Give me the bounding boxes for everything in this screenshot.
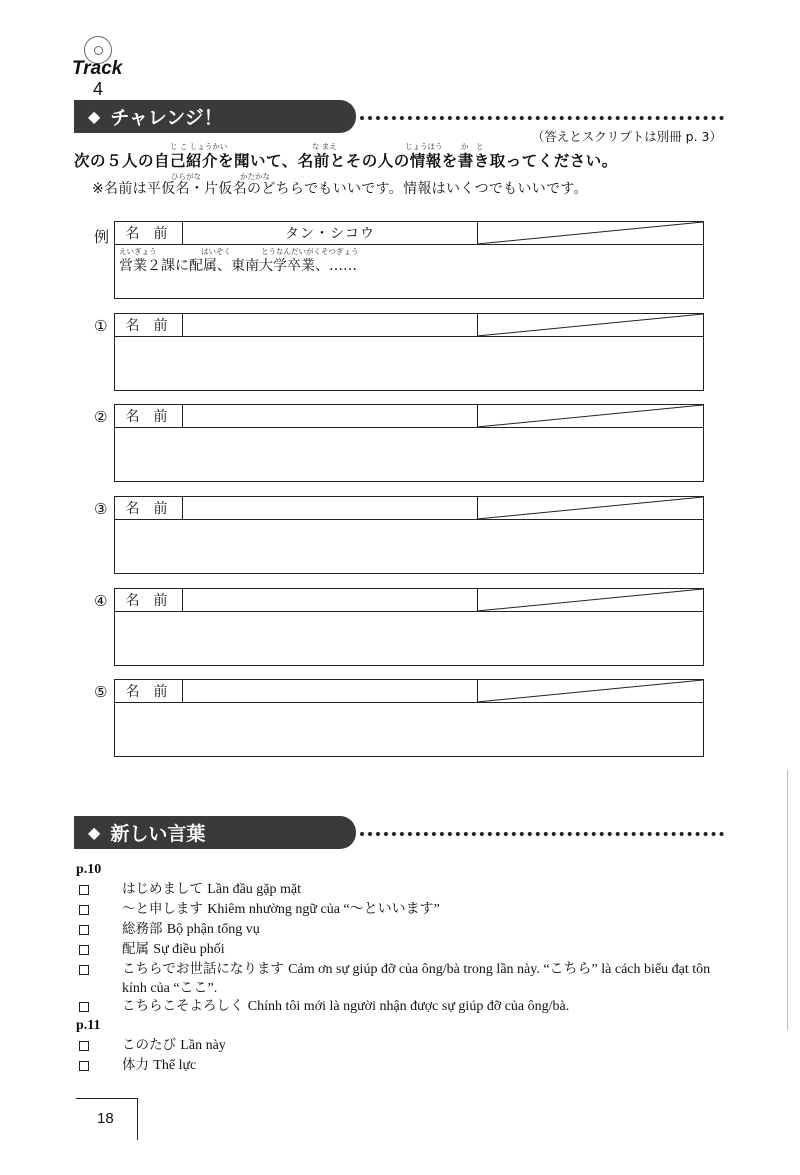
answer-form-3[interactable] [114,496,704,574]
name-label: 名前 [115,589,183,611]
vocab-vi: Cảm ơn sự giúp đỡ của ông/bà trong lần này. “こちら” là cách biểu đạt tôn kính của “ここ”. [122,962,711,996]
form-number-1: ① [94,317,108,335]
diagonal-cell [477,680,703,702]
page-edge [787,770,788,1030]
vocab-item [122,1056,196,1075]
diagonal-cell [477,314,703,336]
vocab-item [122,900,440,919]
name-value: タン・シコウ [183,222,478,244]
answer-form-2[interactable] [114,404,704,482]
diamond-icon: ◆ [88,107,101,126]
vocab-vi: Chính tôi mới là người nhận được sự giúp đỡ của ông/bà. [247,999,570,1014]
vocab-jp: ～と申します [122,901,203,917]
checkbox[interactable] [79,885,89,895]
ruby-katakana: かたかな [240,172,270,181]
ruby-haizoku: はいぞく [201,247,231,256]
name-label: 名前 [115,314,183,336]
answer-reference: （答えとスクリプトは別冊 p. 3） [531,129,722,144]
dotted-rule [360,832,724,836]
vocab-item [122,920,260,939]
vocab-jp: 体力 [122,1057,149,1073]
dotted-rule [360,116,724,120]
vocab-vi: Bộ phận tổng vụ [166,922,260,937]
vocab-item [122,997,569,1016]
ruby-eigyou: えいぎょう [119,247,157,256]
checkbox[interactable] [79,1041,89,1051]
answer-form-5[interactable] [114,679,704,757]
name-label: 名前 [115,405,183,427]
diagonal-cell [477,405,703,427]
answer-form-1[interactable] [114,313,704,391]
name-label: 名前 [115,222,183,244]
checkbox[interactable] [79,905,89,915]
diagonal-cell [477,589,703,611]
answer-form-4[interactable] [114,588,704,666]
vocab-vi: Lần đầu gặp mặt [207,882,301,897]
vocab-item [122,940,225,959]
vocab-banner [74,816,356,849]
vocab-jp: こちらこそよろしく [122,998,244,1014]
ruby-namae: な まえ [312,142,337,151]
form-number-4: ④ [94,592,108,610]
page-label: p.11 [76,1018,101,1033]
challenge-title: チャレンジ！ [110,107,223,129]
ruby-tounan: とうなんだいがくそつぎょう [261,247,359,256]
challenge-banner [74,100,356,133]
vocab-title: 新しい言葉 [110,823,206,845]
ruby-kakito: か と [461,142,484,151]
page-label: p.10 [76,862,102,877]
page-number-rule [76,1098,138,1099]
vocab-item [122,1036,226,1055]
form-number-example: 例 [94,228,110,246]
name-field[interactable] [183,314,478,336]
form-number-2: ② [94,408,108,426]
vocab-vi: Khiêm nhường ngữ của “～といいます” [207,902,440,917]
answer-form-example [114,221,704,299]
name-label: 名前 [115,497,183,519]
checkbox[interactable] [79,945,89,955]
instruction: 次の５人の自己紹介を聞いて、名前とその人の情報を書き取ってください。 [74,152,618,170]
page-number-rule [137,1098,138,1140]
diamond-icon: ◆ [88,823,101,842]
info-value: 営業２課に配属、東南大学卒業、…… [119,258,357,274]
name-field[interactable] [183,589,478,611]
vocab-item [122,960,732,998]
ruby-hiragana: ひらがな [171,172,201,181]
form-number-5: ⑤ [94,683,108,701]
vocab-item [122,880,301,899]
vocab-jp: はじめまして [122,881,203,897]
name-field[interactable] [183,680,478,702]
vocab-jp: こちらでお世話になります [122,961,284,977]
note: ※名前は平仮名・片仮名のどちらでもいいです。情報はいくつでもいいです。 [92,181,588,197]
track-number: 4 [93,79,104,99]
diagonal-cell [477,497,703,519]
track-label: Track [72,58,123,79]
checkbox[interactable] [79,925,89,935]
ruby-jikoshoukai: じ こ しょうかい [170,142,228,151]
vocab-jp: このたび [122,1037,176,1053]
vocab-jp: 総務部 [122,921,163,937]
checkbox[interactable] [79,965,89,975]
diagonal-cell [477,222,703,244]
checkbox[interactable] [79,1002,89,1012]
checkbox[interactable] [79,1061,89,1071]
form-number-3: ③ [94,500,108,518]
vocab-jp: 配属 [122,941,149,957]
vocab-vi: Sự điều phối [153,942,225,957]
ruby-jouhou: じょうほう [405,142,443,151]
page-number: 18 [97,1110,114,1127]
vocab-vi: Lần này [180,1038,226,1053]
name-label: 名前 [115,680,183,702]
name-field[interactable] [183,405,478,427]
vocab-vi: Thể lực [153,1058,197,1073]
name-field[interactable] [183,497,478,519]
